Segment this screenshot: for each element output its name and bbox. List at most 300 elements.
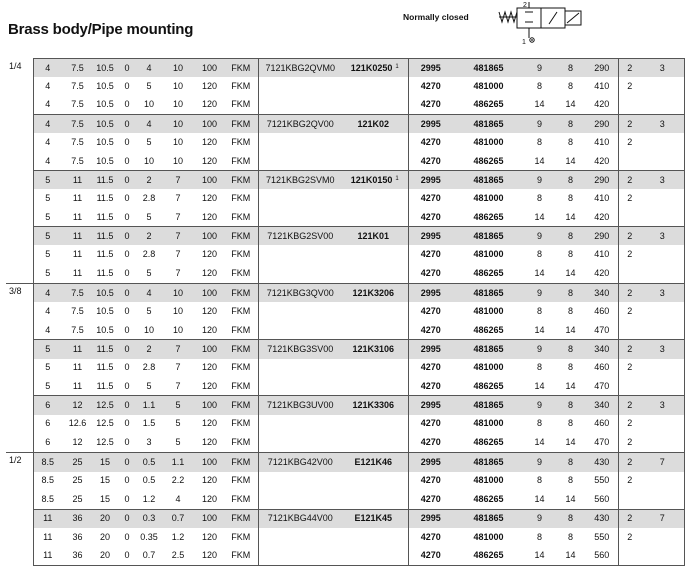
table-row	[6, 546, 689, 565]
cell-c8: FKM	[224, 302, 258, 321]
cell-c2: 7.5	[71, 306, 84, 317]
cell-v3: 14	[534, 380, 545, 391]
cell-c3: 12.5	[96, 437, 114, 448]
cell-v3: 14	[534, 324, 545, 335]
cell-c5: 2.8	[142, 362, 156, 373]
cell-c1: 11	[33, 528, 62, 547]
table-row	[6, 283, 689, 302]
cell-c7: 120	[195, 546, 224, 565]
cell-size	[6, 359, 33, 378]
cell-v5: 560	[586, 546, 618, 565]
cell-c2: 11	[72, 193, 83, 204]
cell-v4: 8	[555, 171, 586, 190]
cell-c1: 5	[33, 359, 62, 378]
cell-v2: 481865	[453, 59, 524, 78]
cell-c1: 5	[33, 208, 62, 227]
cell-v1: 4270	[420, 267, 441, 278]
port-2-label: 2	[523, 2, 527, 9]
cell-c4: 0	[117, 171, 137, 190]
cell-ref	[342, 377, 408, 396]
cell-v3: 8	[536, 475, 542, 486]
cell-c3: 10.5	[96, 99, 114, 110]
cell-c3: 11.5	[96, 380, 114, 391]
cell-v5: 470	[594, 324, 610, 335]
cell-v4: 8	[555, 340, 586, 359]
cell-v2: 481000	[473, 137, 504, 148]
cell-v3: 14	[534, 155, 545, 166]
cell-v7	[641, 359, 684, 378]
cell-code: 7121KBG42V00	[258, 452, 342, 471]
catalog-ref: 121K0250	[350, 62, 393, 73]
cell-c5: 2.8	[142, 193, 156, 204]
cell-c3: 11.5	[96, 267, 114, 278]
cell-c1: 5	[33, 227, 62, 246]
cell-c8: FKM	[224, 490, 258, 509]
cell-v7	[641, 546, 684, 565]
cell-c3: 11.5	[96, 193, 114, 204]
cell-c6: 5	[161, 396, 195, 415]
cell-c3: 10.5	[93, 283, 117, 302]
cell-c6: 2.5	[161, 546, 195, 565]
cell-v6	[618, 152, 641, 171]
cell-c1: 4	[33, 302, 62, 321]
cell-v6: 2	[618, 77, 641, 96]
catalog-ref: E121K45	[354, 513, 393, 524]
cell-v7: 3	[641, 396, 684, 415]
cell-v5: 290	[586, 115, 618, 134]
cell-ref	[342, 302, 408, 321]
cell-c7: 120	[201, 437, 218, 448]
cell-c3: 11.5	[93, 171, 117, 190]
cell-c8: FKM	[224, 171, 258, 190]
cell-v6: 2	[618, 396, 641, 415]
cell-c4: 0	[117, 283, 137, 302]
cell-c3: 15	[99, 475, 110, 486]
cell-v2: 486265	[473, 324, 504, 335]
cell-c5: 1.1	[137, 396, 161, 415]
cell-c4: 0	[124, 437, 130, 448]
cell-size: 3/8	[6, 283, 33, 302]
cell-v7	[641, 245, 684, 264]
cell-c6: 1.2	[171, 531, 185, 542]
cell-v6: 2	[618, 452, 641, 471]
cell-c1: 5	[33, 377, 62, 396]
cell-code	[258, 302, 342, 321]
table-row	[6, 452, 689, 471]
cell-c4: 0	[124, 306, 130, 317]
cell-c6: 10	[161, 115, 195, 134]
cell-v6: 2	[618, 302, 641, 321]
cell-code: 7121KBG3QV00	[258, 283, 342, 302]
cell-size	[6, 208, 33, 227]
cell-c8: FKM	[224, 546, 258, 565]
cell-code	[258, 528, 342, 547]
cell-size	[6, 340, 33, 359]
cell-c2: 11	[72, 267, 83, 278]
cell-v1: 2995	[408, 283, 453, 302]
cell-c1: 6	[33, 396, 62, 415]
cell-v3: 9	[524, 171, 555, 190]
cell-v1: 2995	[408, 509, 453, 528]
cell-c6: 5	[175, 437, 181, 448]
cell-code: 7121KBG2QV00	[258, 115, 342, 134]
cell-c6: 10	[172, 81, 183, 92]
cell-c5: 10	[143, 324, 154, 335]
cell-c6: 4	[175, 493, 181, 504]
cell-code	[258, 472, 342, 491]
cell-c2: 11	[72, 211, 83, 222]
cell-code: 7121KBG2SVM0	[258, 171, 342, 190]
cell-v4: 8	[567, 193, 573, 204]
cell-c2: 7.5	[71, 81, 84, 92]
cell-v3: 14	[534, 99, 545, 110]
cell-v7	[641, 96, 684, 115]
cell-size	[6, 152, 33, 171]
cell-c2: 7.5	[62, 59, 93, 78]
cell-c2: 25	[72, 493, 83, 504]
cell-v1: 2995	[408, 59, 453, 78]
cell-c7: 120	[201, 99, 218, 110]
cell-c2: 25	[72, 475, 83, 486]
cell-v2: 481000	[473, 306, 504, 317]
cell-c8: FKM	[224, 509, 258, 528]
cell-v7	[641, 302, 684, 321]
cell-c1: 5	[33, 171, 62, 190]
cell-v3: 8	[536, 137, 542, 148]
table-row	[6, 377, 689, 396]
cell-v6: 2	[618, 283, 641, 302]
cell-c8: FKM	[224, 264, 258, 283]
cell-ref	[342, 321, 408, 340]
cell-c1: 5	[33, 340, 62, 359]
cell-c4: 0	[124, 211, 130, 222]
table-row	[6, 245, 689, 264]
cell-c3: 11.5	[96, 362, 114, 373]
cell-c5: 4	[137, 283, 161, 302]
cell-c5: 0.5	[142, 475, 156, 486]
cell-v7: 3	[641, 59, 684, 78]
cell-v7	[641, 264, 684, 283]
cell-v3: 9	[524, 59, 555, 78]
cell-v2: 481865	[453, 283, 524, 302]
cell-v7: 3	[641, 340, 684, 359]
cell-c7: 120	[201, 362, 218, 373]
cell-v5: 410	[594, 193, 610, 204]
cell-v2: 481000	[473, 362, 504, 373]
cell-v2: 481000	[473, 193, 504, 204]
cell-size	[6, 245, 33, 264]
cell-v7: 3	[641, 283, 684, 302]
cell-ref	[342, 171, 408, 190]
cell-v2: 481865	[453, 115, 524, 134]
cell-code	[258, 152, 342, 171]
cell-c6: 7	[175, 249, 181, 260]
cell-c7: 120	[201, 211, 218, 222]
cell-v6: 2	[618, 340, 641, 359]
table-row	[6, 359, 689, 378]
cell-size	[6, 302, 33, 321]
cell-c5: 10	[143, 155, 154, 166]
cell-v1: 4270	[420, 437, 441, 448]
table-row	[6, 340, 689, 359]
cell-size	[6, 77, 33, 96]
cell-v3: 14	[524, 546, 555, 565]
cell-v1: 2995	[408, 340, 453, 359]
cell-c4: 0	[117, 396, 137, 415]
cell-c2: 7.5	[62, 115, 93, 134]
cell-v7	[641, 321, 684, 340]
cell-v4: 8	[555, 452, 586, 471]
cell-size	[6, 171, 33, 190]
catalog-ref: E121K46	[354, 456, 393, 467]
cell-v6: 2	[618, 227, 641, 246]
cell-c3: 11.5	[96, 249, 114, 260]
cell-v2: 486265	[473, 267, 504, 278]
cell-v1: 4270	[420, 81, 441, 92]
cell-c7: 120	[201, 267, 218, 278]
cell-v3: 14	[534, 493, 545, 504]
cell-v5: 410	[594, 249, 610, 260]
cell-ref	[342, 396, 408, 415]
table-body	[6, 59, 689, 566]
cell-c7: 120	[201, 380, 218, 391]
cell-v6	[618, 321, 641, 340]
cell-v5: 560	[594, 493, 610, 504]
cell-c7: 120	[201, 81, 218, 92]
cell-size	[6, 490, 33, 509]
cell-ref	[342, 59, 408, 78]
cell-v2: 481000	[473, 531, 504, 542]
cell-v3: 9	[524, 509, 555, 528]
cell-v4: 14	[565, 155, 576, 166]
cell-c7: 100	[195, 283, 224, 302]
cell-c7: 120	[201, 493, 218, 504]
cell-c5: 3	[146, 437, 152, 448]
cell-c5: 4	[137, 59, 161, 78]
cell-v1: 4270	[420, 380, 441, 391]
cell-v2: 486265	[453, 546, 524, 565]
cell-ref	[342, 133, 408, 152]
catalog-ref: 121K02	[357, 118, 390, 129]
cell-c6: 10	[172, 324, 183, 335]
cell-v6: 2	[618, 245, 641, 264]
cell-v2: 486265	[473, 211, 504, 222]
cell-v5: 460	[594, 306, 610, 317]
cell-ref	[342, 472, 408, 491]
cell-v2: 486265	[473, 155, 504, 166]
cell-c4: 0	[117, 546, 137, 565]
table-row	[6, 227, 689, 246]
cell-size	[6, 189, 33, 208]
cell-c1: 4	[33, 152, 62, 171]
cell-c3: 11.5	[93, 340, 117, 359]
cell-c5: 2	[137, 171, 161, 190]
cell-code: 7121KBG2SV00	[258, 227, 342, 246]
cell-v4: 14	[565, 267, 576, 278]
table-row	[6, 189, 689, 208]
cell-v4: 8	[555, 59, 586, 78]
cell-c5: 0.3	[137, 509, 161, 528]
cell-size	[6, 96, 33, 115]
cell-v4: 8	[567, 306, 573, 317]
cell-ref	[342, 283, 408, 302]
table-row	[6, 415, 689, 434]
cell-c3: 15	[93, 452, 117, 471]
cell-v3: 9	[524, 452, 555, 471]
cell-size	[6, 396, 33, 415]
cell-size	[6, 264, 33, 283]
cell-c1: 4	[33, 59, 62, 78]
cell-v4: 8	[567, 475, 573, 486]
cell-code	[258, 490, 342, 509]
cell-ref	[342, 115, 408, 134]
cell-c1: 4	[33, 321, 62, 340]
cell-c8: FKM	[224, 340, 258, 359]
cell-c4: 0	[117, 509, 137, 528]
table-row	[6, 115, 689, 134]
cell-c4: 0	[124, 249, 130, 260]
cell-c4: 0	[124, 493, 130, 504]
cell-c4: 0	[124, 324, 130, 335]
page-title: Brass body/Pipe mounting	[8, 21, 194, 38]
cell-c6: 2.2	[171, 475, 185, 486]
cell-v7	[641, 472, 684, 491]
cell-v5: 410	[594, 137, 610, 148]
cell-v4: 14	[565, 324, 576, 335]
cell-v7	[641, 152, 684, 171]
cell-v5: 470	[594, 437, 610, 448]
cell-c1: 6	[33, 415, 62, 434]
cell-c4: 0	[124, 362, 130, 373]
cell-v3: 8	[536, 81, 542, 92]
cell-c3: 12.5	[93, 396, 117, 415]
cell-c3: 10.5	[96, 137, 114, 148]
cell-v3: 8	[536, 249, 542, 260]
cell-c1: 4	[33, 77, 62, 96]
cell-c6: 7	[161, 340, 195, 359]
cell-v2: 481865	[453, 171, 524, 190]
cell-v1: 2995	[408, 452, 453, 471]
cell-v2: 481865	[453, 396, 524, 415]
cell-c5: 5	[146, 137, 152, 148]
cell-v4: 14	[565, 211, 576, 222]
cell-size: 1/2	[6, 452, 33, 471]
cell-c1: 11	[33, 546, 62, 565]
cell-c6: 0.7	[161, 509, 195, 528]
cell-ref	[342, 490, 408, 509]
cell-c1: 5	[33, 264, 62, 283]
cell-v4: 14	[555, 546, 586, 565]
cell-c6: 7	[175, 362, 181, 373]
footnote-marker: 1	[395, 175, 399, 182]
cell-c1: 5	[33, 245, 62, 264]
cell-v7	[641, 189, 684, 208]
cell-v4: 8	[555, 227, 586, 246]
cell-c4: 0	[124, 193, 130, 204]
cell-code	[258, 264, 342, 283]
cell-c3: 20	[93, 546, 117, 565]
cell-v7	[641, 77, 684, 96]
cell-ref	[342, 189, 408, 208]
cell-c7: 120	[201, 475, 218, 486]
cell-c8: FKM	[224, 96, 258, 115]
cell-v6: 2	[618, 472, 641, 491]
cell-c2: 12.6	[68, 418, 87, 429]
cell-c4: 0	[117, 115, 137, 134]
cell-c6: 10	[161, 59, 195, 78]
cell-c3: 20	[99, 531, 110, 542]
cell-c8: FKM	[224, 321, 258, 340]
cell-size	[6, 415, 33, 434]
cell-v6: 2	[618, 171, 641, 190]
cell-size	[6, 321, 33, 340]
cell-size	[6, 528, 33, 547]
table-row	[6, 96, 689, 115]
cell-v1: 2995	[408, 115, 453, 134]
cell-c1: 8.5	[33, 472, 62, 491]
valve-spec-table	[6, 58, 689, 566]
table-row	[6, 490, 689, 509]
cell-c8: FKM	[224, 133, 258, 152]
cell-c7: 120	[201, 531, 218, 542]
cell-v4: 8	[555, 283, 586, 302]
cell-size: 1/4	[9, 60, 22, 71]
cell-v4: 14	[565, 493, 576, 504]
cell-v7	[641, 528, 684, 547]
cell-c8: FKM	[224, 227, 258, 246]
cell-c3: 10.5	[96, 306, 114, 317]
cell-v7	[641, 133, 684, 152]
cell-c2: 7.5	[62, 283, 93, 302]
cell-c5: 5	[146, 267, 152, 278]
cell-c5: 4	[137, 115, 161, 134]
cell-ref	[342, 208, 408, 227]
cell-v3: 14	[534, 267, 545, 278]
cell-v2: 481865	[453, 452, 524, 471]
cell-v6: 2	[618, 133, 641, 152]
cell-ref	[342, 152, 408, 171]
cell-c1: 4	[33, 96, 62, 115]
cell-c2: 11	[62, 171, 93, 190]
cell-c5: 10	[143, 99, 154, 110]
cell-v3: 9	[524, 340, 555, 359]
cell-c6: 10	[161, 283, 195, 302]
cell-size	[6, 546, 33, 565]
cell-c6: 1.1	[161, 452, 195, 471]
cell-v5: 460	[594, 418, 610, 429]
cell-v5: 410	[594, 81, 610, 92]
catalog-ref: 121K3306	[352, 399, 395, 410]
cell-ref	[342, 452, 408, 471]
cell-c4: 0	[124, 475, 130, 486]
cell-c2: 7.5	[71, 155, 84, 166]
cell-c4: 0	[117, 340, 137, 359]
cell-code	[258, 433, 342, 452]
cell-v6	[618, 208, 641, 227]
cell-ref	[342, 77, 408, 96]
cell-c7: 120	[201, 193, 218, 204]
cell-size	[6, 472, 33, 491]
cell-v1: 4270	[420, 193, 441, 204]
cell-v1: 4270	[420, 99, 441, 110]
cell-c5: 2.8	[142, 249, 156, 260]
cell-v1: 4270	[420, 306, 441, 317]
cell-c5: 1.2	[142, 493, 156, 504]
cell-c7: 100	[195, 59, 224, 78]
cell-c6: 10	[172, 99, 183, 110]
cell-code	[258, 133, 342, 152]
cell-v5: 420	[594, 267, 610, 278]
